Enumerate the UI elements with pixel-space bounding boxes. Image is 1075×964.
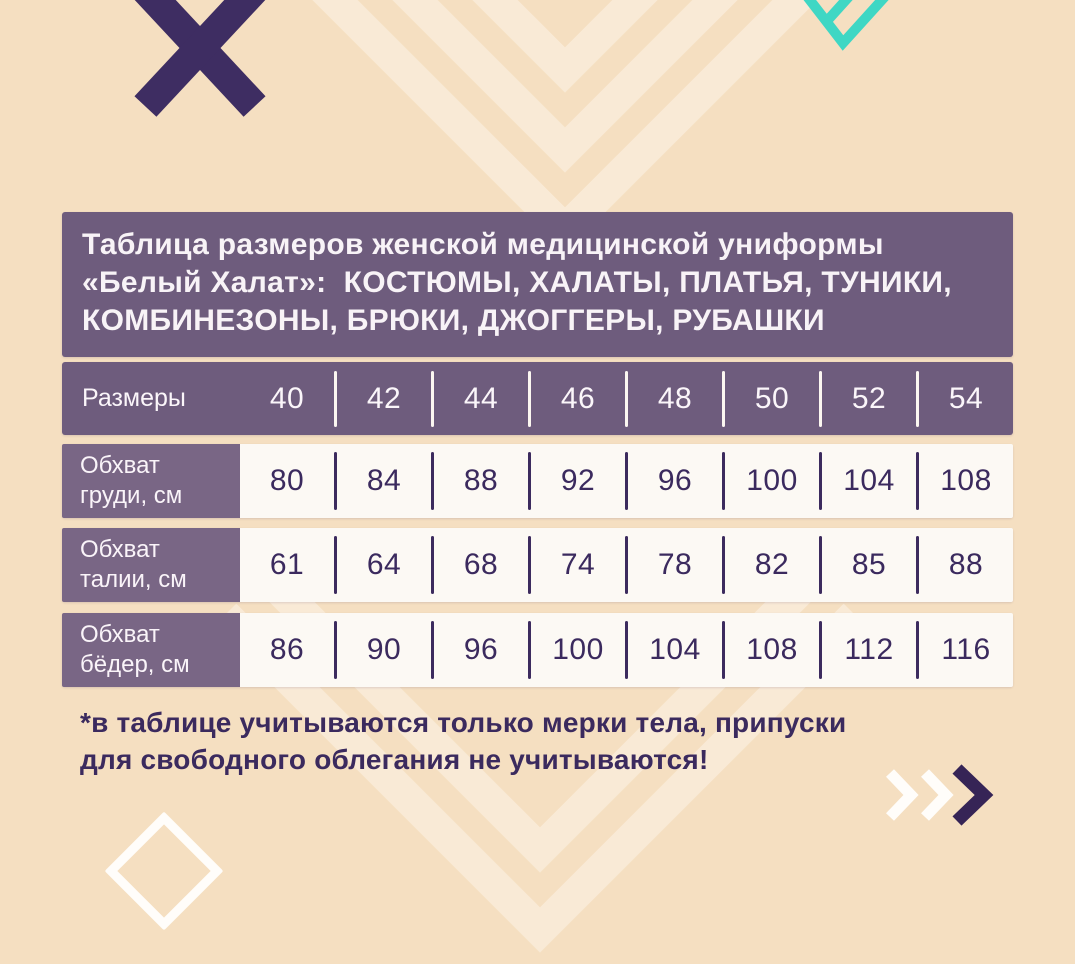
size-value: 50 <box>754 381 790 415</box>
sizes-values <box>240 362 1013 435</box>
measurement-value: 68 <box>463 548 499 581</box>
sizes-label: Размеры <box>82 384 186 412</box>
row-label-line: Обхват <box>80 536 160 563</box>
measurement-value: 85 <box>851 548 887 581</box>
measurement-value: 64 <box>366 548 402 581</box>
measurement-value: 104 <box>843 464 895 497</box>
title-line: «Белый Халат»: КОСТЮМЫ, ХАЛАТЫ, ПЛАТЬЯ, ТУНИКИ, <box>82 266 952 299</box>
measurement-value: 84 <box>366 464 402 497</box>
size-value: 42 <box>366 381 402 415</box>
measurement-value: 90 <box>366 633 402 666</box>
size-value: 44 <box>463 381 499 415</box>
row-label-line: Обхват <box>80 452 160 479</box>
triple-arrow-icon <box>880 758 1000 828</box>
title-line: Таблица размеров женской медицинской униформы <box>82 228 884 261</box>
measurement-value: 61 <box>269 548 305 581</box>
measurement-value: 88 <box>463 464 499 497</box>
row-label-line: бёдер, см <box>80 651 190 678</box>
title-line: КОМБИНЕЗОНЫ, БРЮКИ, ДЖОГГЕРЫ, РУБАШКИ <box>82 304 825 337</box>
row-label <box>62 613 240 687</box>
measurement-value: 116 <box>941 633 991 666</box>
measurement-row-waist <box>62 528 1013 602</box>
sizes-header-row <box>62 362 1013 435</box>
measurement-value: 86 <box>269 633 305 666</box>
row-label <box>62 444 240 518</box>
row-values <box>240 613 1013 687</box>
title-banner <box>62 212 1013 357</box>
footnote-line: *в таблице учитываются только мерки тела, припуски <box>80 707 847 738</box>
size-value: 48 <box>657 381 693 415</box>
measurement-row-chest <box>62 444 1013 518</box>
row-label-line: Обхват <box>80 621 160 648</box>
measurement-value: 108 <box>940 464 992 497</box>
measurement-value: 78 <box>657 548 693 581</box>
measurement-value: 82 <box>754 548 790 581</box>
row-values <box>240 528 1013 602</box>
row-label-line: груди, см <box>80 482 183 509</box>
measurement-value: 100 <box>552 633 604 666</box>
measurement-value: 92 <box>560 464 596 497</box>
measurement-value: 96 <box>657 464 693 497</box>
size-value: 40 <box>269 381 305 415</box>
size-value: 52 <box>851 381 887 415</box>
measurement-value: 80 <box>269 464 305 497</box>
row-label <box>62 528 240 602</box>
measurement-value: 74 <box>560 548 596 581</box>
measurement-value: 112 <box>844 633 894 666</box>
measurement-value: 88 <box>948 548 984 581</box>
measurement-value: 108 <box>746 633 798 666</box>
measurement-value: 100 <box>746 464 798 497</box>
footnote-line: для свободного облегания не учитываются! <box>80 744 709 775</box>
measurement-value: 96 <box>463 633 499 666</box>
nested-chevron-icon <box>790 0 920 70</box>
row-values <box>240 444 1013 518</box>
measurement-value: 104 <box>649 633 701 666</box>
footnote <box>80 704 846 778</box>
size-value: 54 <box>948 381 984 415</box>
row-label-line: талии, см <box>80 566 187 593</box>
measurement-row-hips <box>62 613 1013 687</box>
size-value: 46 <box>560 381 596 415</box>
